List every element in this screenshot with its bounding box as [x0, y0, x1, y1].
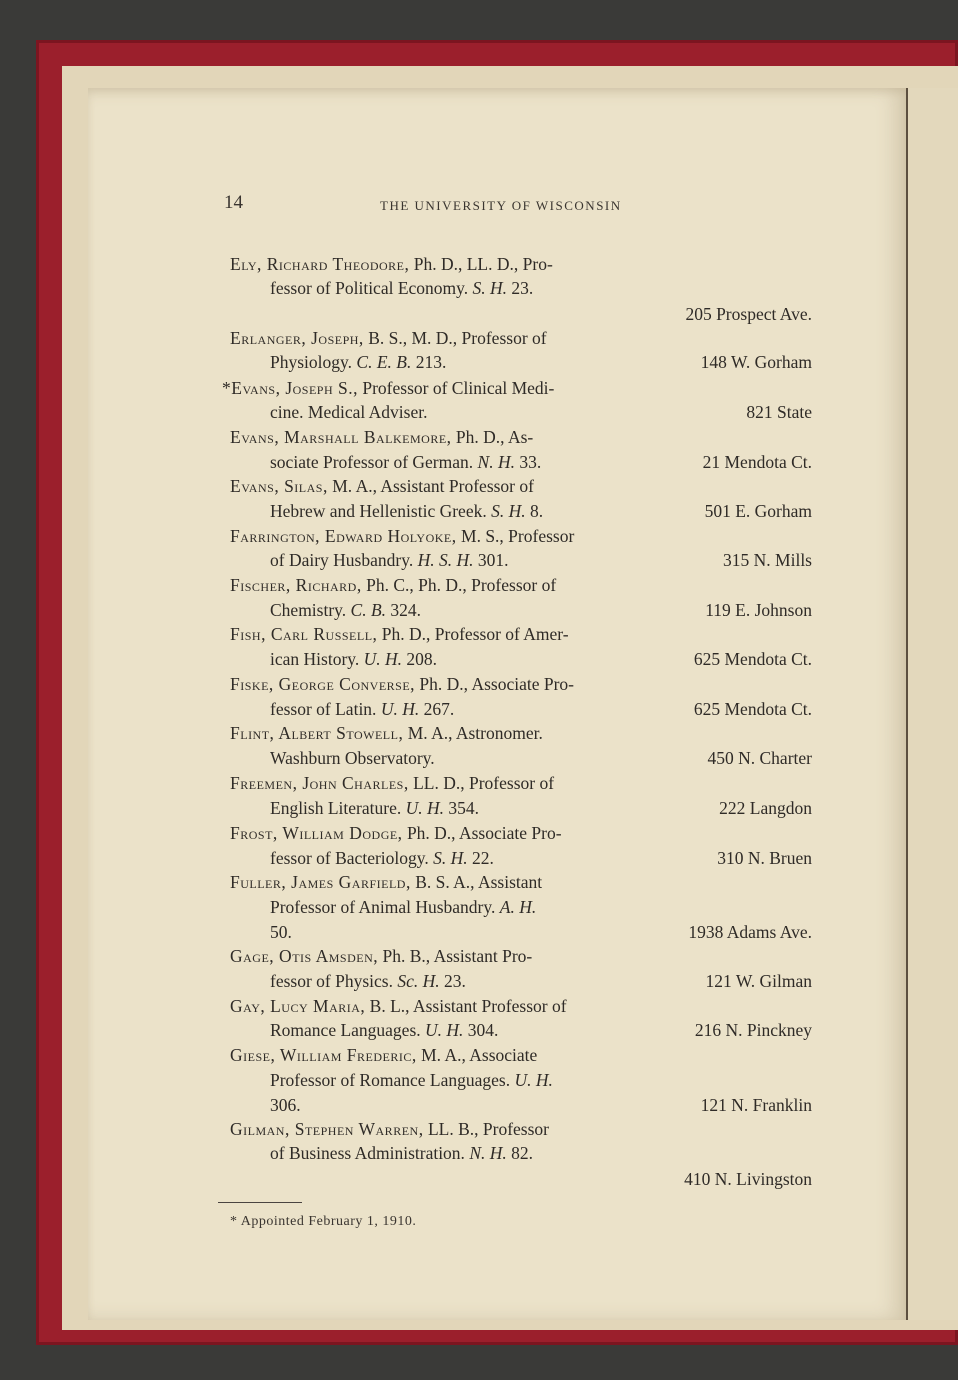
entry-line: Evans, Silas, M. A., Assistant Professor of: [230, 476, 534, 496]
entry-line: *Evans, Joseph S., Professor of Clinical Medi-: [222, 378, 555, 398]
address: 121 N. Franklin: [700, 1095, 812, 1115]
footnote-rule: [218, 1202, 302, 1203]
entry-line: fessor of Physics. Sc. H. 23.: [270, 971, 466, 991]
entry-line: Fuller, James Garfield, B. S. A., Assistant: [230, 872, 543, 892]
entry-line: Professor of Romance Languages. U. H.: [270, 1070, 553, 1090]
address: 450 N. Charter: [707, 748, 812, 768]
address: 625 Mendota Ct.: [693, 699, 812, 719]
address: 410 N. Livingston: [684, 1169, 812, 1189]
address: 501 E. Gorham: [704, 501, 812, 521]
address: 315 N. Mills: [723, 550, 812, 570]
address: 205 Prospect Ave.: [685, 304, 812, 324]
facing-page-edge: [906, 88, 958, 1320]
address: 625 Mendota Ct.: [693, 649, 812, 669]
entry-line: Flint, Albert Stowell, M. A., Astronomer.: [230, 723, 543, 743]
entry-line: Freemen, John Charles, LL. D., Professor of: [230, 773, 555, 793]
running-title: THE UNIVERSITY OF WISCONSIN: [380, 198, 622, 213]
entry-line: ican History. U. H. 208.: [270, 649, 438, 669]
entry-line: Physiology. C. E. B. 213.: [270, 352, 447, 372]
entry-line: fessor of Latin. U. H. 267.: [270, 699, 455, 719]
entry-line: Erlanger, Joseph, B. S., M. D., Professor of: [230, 328, 547, 348]
entry-line: Giese, William Frederic, M. A., Associate: [230, 1045, 538, 1065]
entry-line: Fiske, George Converse, Ph. D., Associate Pro-: [230, 674, 574, 694]
address: 119 E. Johnson: [705, 600, 812, 620]
entry-line: Farrington, Edward Holyoke, M. S., Professor: [230, 526, 575, 546]
entry-line: Fischer, Richard, Ph. C., Ph. D., Professor of: [230, 575, 557, 595]
address: 222 Langdon: [719, 798, 812, 818]
entry-line: fessor of Bacteriology. S. H. 22.: [270, 848, 494, 868]
entry-line: fessor of Political Economy. S. H. 23.: [270, 278, 534, 298]
entry-line: Professor of Animal Husbandry. A. H.: [270, 897, 537, 917]
address: 121 W. Gilman: [705, 971, 812, 991]
entry-line: Romance Languages. U. H. 304.: [270, 1020, 499, 1040]
entry-line: sociate Professor of German. N. H. 33.: [270, 452, 542, 472]
entry-line: Chemistry. C. B. 324.: [270, 600, 422, 620]
footnote: * Appointed February 1, 1910.: [230, 1214, 417, 1229]
page-number: 14: [224, 192, 243, 213]
entry-line: Gay, Lucy Maria, B. L., Assistant Professor of: [230, 996, 567, 1016]
address: 1938 Adams Ave.: [688, 922, 812, 942]
address: 148 W. Gorham: [700, 352, 812, 372]
entry-line: English Literature. U. H. 354.: [270, 798, 479, 818]
entry-line: Ely, Richard Theodore, Ph. D., LL. D., Pro-: [230, 254, 553, 274]
address: 310 N. Bruen: [717, 848, 812, 868]
entry-line: 50.: [270, 922, 292, 942]
address: 216 N. Pinckney: [694, 1020, 812, 1040]
entry-line: cine. Medical Adviser.: [270, 402, 428, 422]
address: 821 State: [746, 402, 812, 422]
entry-line: Washburn Observatory.: [270, 748, 435, 768]
entry-line: Evans, Marshall Balkemore, Ph. D., As-: [230, 427, 534, 447]
entry-line: of Dairy Husbandry. H. S. H. 301.: [270, 550, 509, 570]
entry-line: Fish, Carl Russell, Ph. D., Professor of Amer-: [230, 624, 569, 644]
entry-line: Hebrew and Hellenistic Greek. S. H. 8.: [270, 501, 544, 521]
entry-line: Gage, Otis Amsden, Ph. B., Assistant Pro-: [230, 946, 533, 966]
entry-line: of Business Administration. N. H. 82.: [270, 1143, 533, 1163]
entry-line: 306.: [270, 1095, 301, 1115]
address: 21 Mendota Ct.: [702, 452, 812, 472]
entry-line: Frost, William Dodge, Ph. D., Associate Pro-: [230, 823, 562, 843]
entry-line: Gilman, Stephen Warren, LL. B., Professor: [230, 1119, 549, 1139]
